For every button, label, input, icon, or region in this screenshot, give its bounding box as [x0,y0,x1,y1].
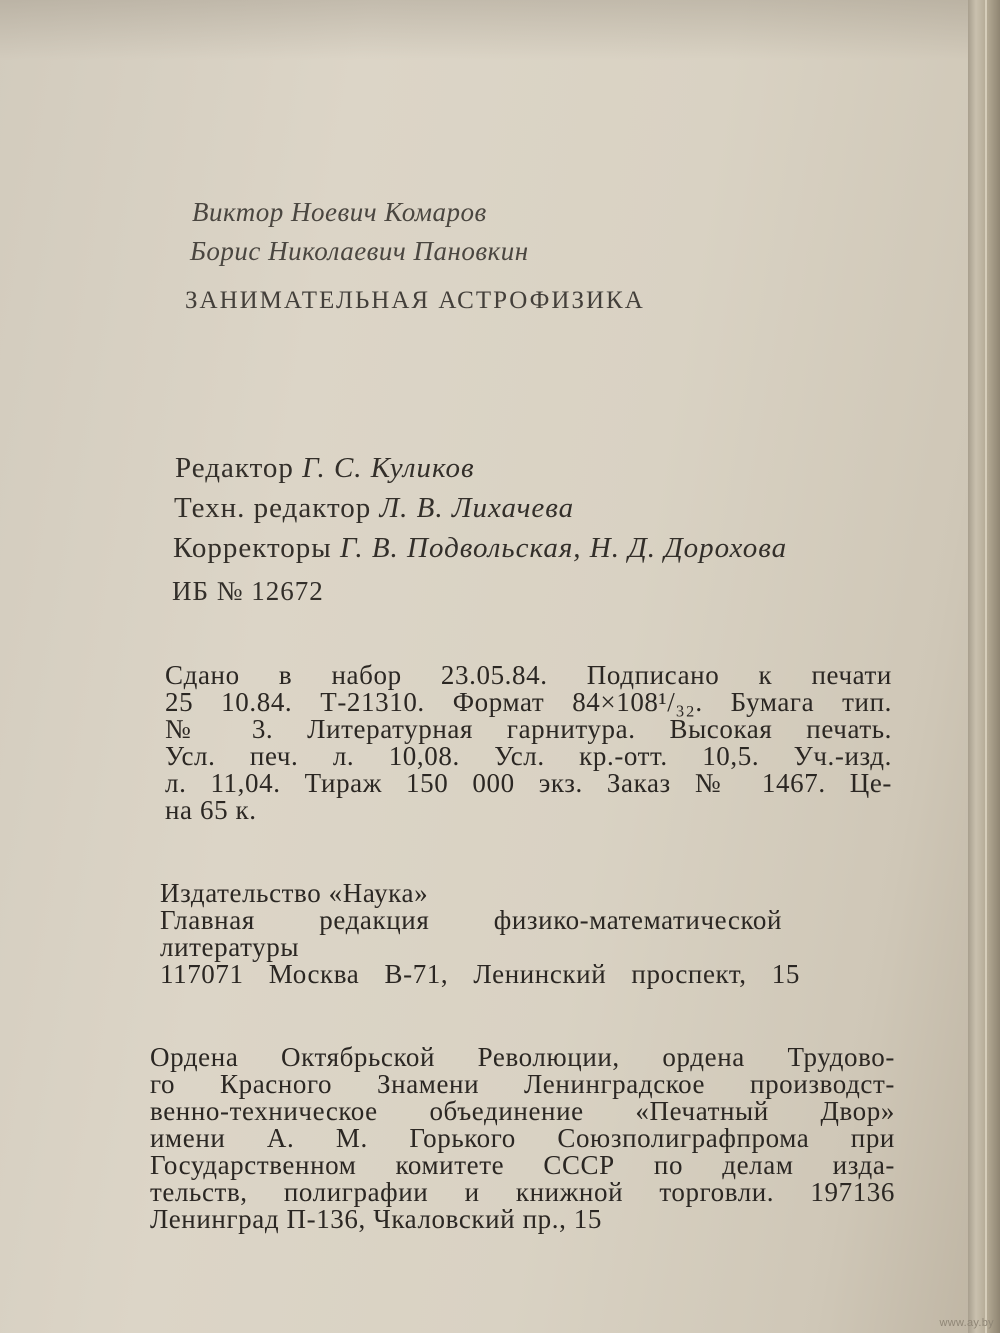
editor-name: Г. С. Куликов [302,452,475,484]
imprint-line: 25 10.84. Т-21310. Формат 84×108¹/₃₂. Бумага тип. [165,687,892,717]
imprint-line: л. 11,04. Тираж 150 000 экз. Заказ № 1467. Це- [165,768,892,798]
book-title: ЗАНИМАТЕЛЬНАЯ АСТРОФИЗИКА [185,287,645,314]
watermark: www.ay.by [939,1317,994,1329]
printer-block [150,1044,895,1233]
publisher-block [160,880,800,988]
page-edge [968,0,1000,1333]
author-1: Виктор Ноевич Комаров [192,197,487,227]
editor-line [175,452,475,485]
editor-role: Редактор [175,452,294,484]
tech-editor-name: Л. В. Лихачева [379,492,575,524]
printer-line: Ордена Октябрьской Революции, ордена Трудово- [150,1042,895,1072]
printer-line: Ленинград П-136, Чкаловский пр., 15 [150,1204,602,1234]
proofreaders-role: Корректоры [173,532,332,564]
publisher-line: Главная редакция физико-математической [160,905,782,935]
proofreaders-line [173,532,787,565]
publisher-line: 117071 Москва В-71, Ленинский проспект, 15 [160,959,800,989]
printer-line: имени А. М. Горького Союзполиграфпрома при [150,1123,895,1153]
tech-editor-line [174,492,574,525]
printer-line: венно-техническое объединение «Печатный Двор» [150,1096,895,1126]
printer-line: Государственном комитете СССР по делам изда- [150,1150,895,1180]
publisher-line: литературы [160,932,300,962]
imprint-line: Усл. печ. л. 10,08. Усл. кр.-отт. 10,5. Уч.-изд. [165,741,892,771]
imprint-line: на 65 к. [165,795,257,825]
printer-line: го Красного Знамени Ленинградское производст- [150,1069,895,1099]
imprint-block [165,662,892,824]
ib-number: ИБ № 12672 [172,576,324,606]
imprint-line: Сдано в набор 23.05.84. Подписано к печати [165,660,892,690]
imprint-line: № 3. Литературная гарнитура. Высокая печать. [165,714,892,744]
tech-editor-role: Техн. редактор [174,492,372,524]
publisher-line: Издательство «Наука» [160,878,429,908]
page-edge-highlight [985,0,987,1333]
printer-line: тельств, полиграфии и книжной торговли. 197136 [150,1177,895,1207]
page-shadow [0,0,1000,60]
proofreaders-names: Г. В. Подвольская, Н. Д. Дорохова [340,532,788,564]
author-2: Борис Николаевич Пановкин [190,236,529,266]
